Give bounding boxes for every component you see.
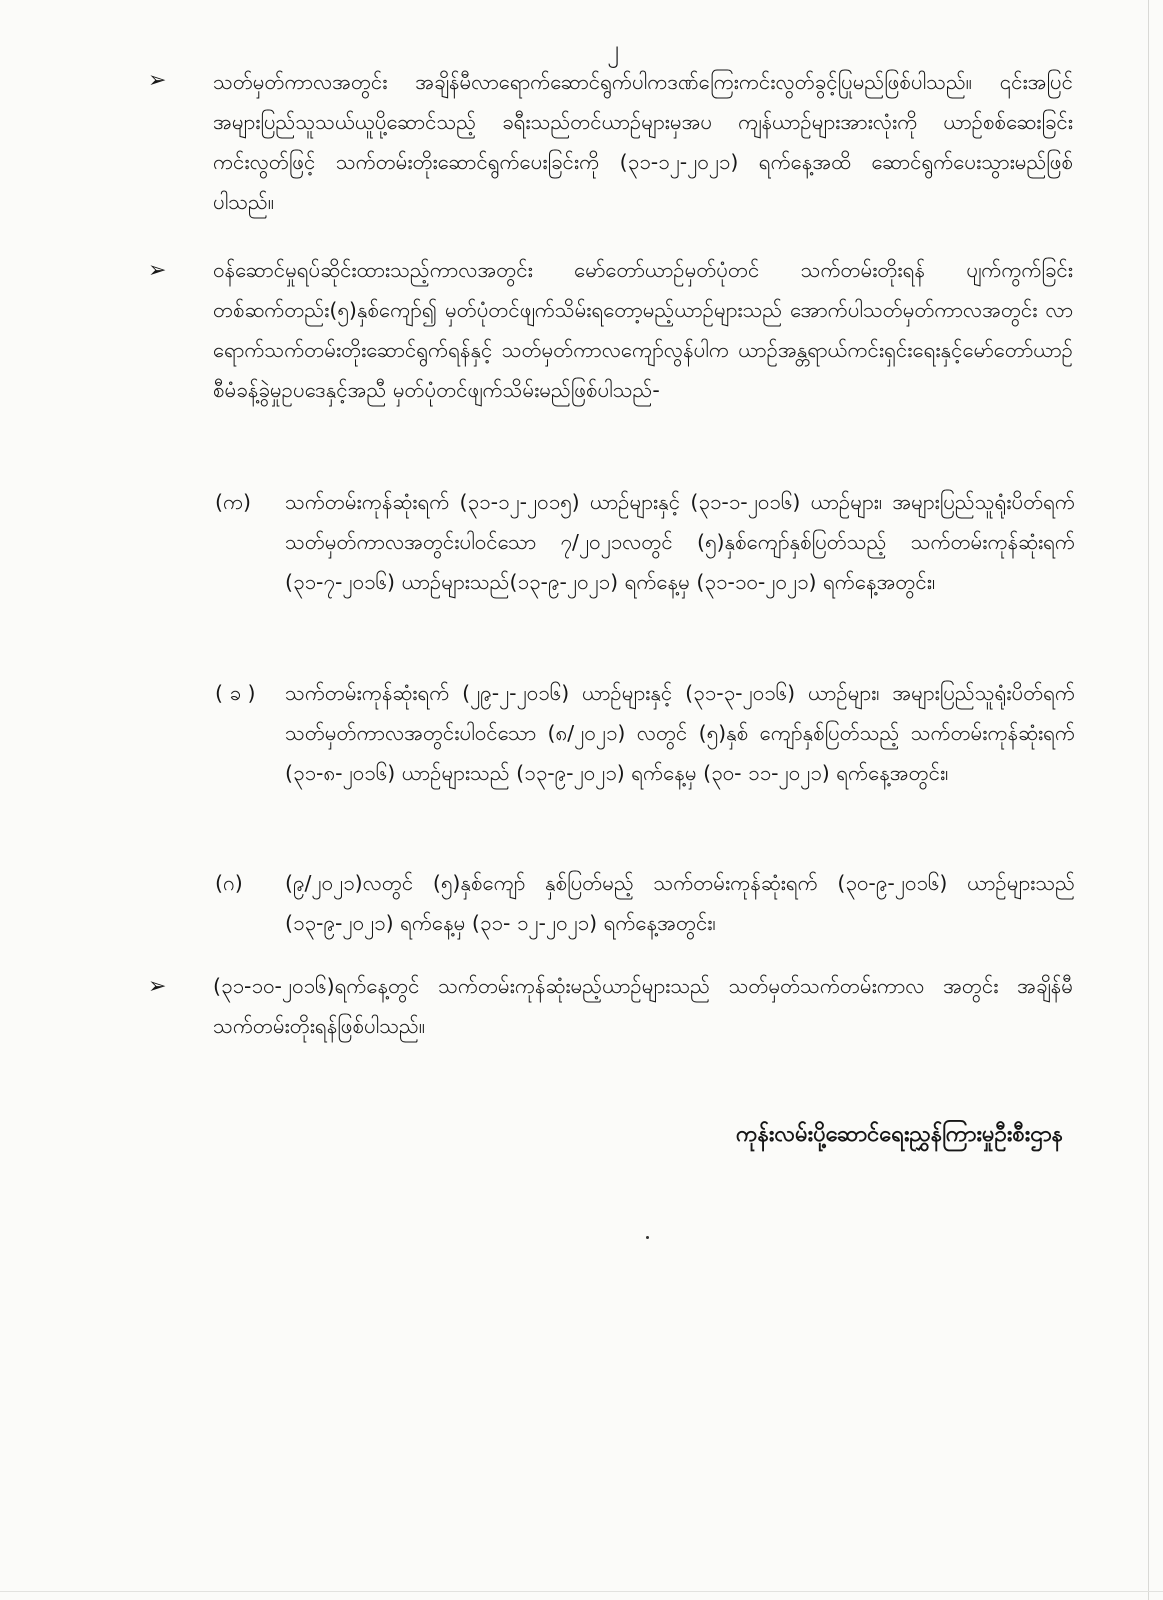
sub-item-ga: (၉/၂၀၂၁)လတွင် (၅)နှစ်ကျော် နှစ်ပြတ်မည့် သက်တမ်းကုန်ဆုံးရက် (၃၀-၉-၂၀၁၆) ယာဉ်များသည် (၁၃-၉-၂၀၂၁) ရက်နေ့မှ (၃၁- ၁၂-၂၀၂၁) ရက်နေ့အတွင်း၊ <box>285 871 1075 935</box>
page-edge-bottom <box>0 1591 1163 1592</box>
paragraph-3: (၃၁-၁၀-၂၀၁၆)ရက်နေ့တွင် သက်တမ်းကုန်ဆုံးမည့်ယာဉ်များသည် သတ်မှတ်သက်တမ်းကာလ အတွင်း အချိန်မီသက်တမ်းတိုးရန်ဖြစ်ပါသည်။ <box>213 974 1073 1038</box>
paragraph-2: ဝန်ဆောင်မှုရပ်ဆိုင်းထားသည့်ကာလအတွင်း မော်တော်ယာဉ်မှတ်ပုံတင် သက်တမ်းတိုးရန် ပျက်ကွက်ခြင်း တစ်ဆက်တည်း(၅)နှစ်ကျော်၍ မှတ်ပုံတင်ဖျက်သိမ်းရတော့မည့်ယာဉ်များသည် အောက်ပါသတ်မှတ်ကာလအတွင်း လာရောက်သက်တမ်းတိုးဆောင်ရွက်ရန်နှင့် သတ်မှတ်ကာလကျော်လွန်ပါက ယာဉ်အန္တရာယ်ကင်းရှင်းရေးနှင့်မော်တော်ယာဉ်စီမံခန့်ခွဲမှုဥပဒေနှင့်အညီ မှတ်ပုံတင်ဖျက်သိမ်းမည်ဖြစ်ပါသည်- <box>213 258 1073 402</box>
sub-item-marker: (က) <box>215 490 252 514</box>
department-signature: ကုန်းလမ်းပို့ဆောင်ရေးညွှန်ကြားမှုဦးစီးဌာန <box>735 1122 1063 1147</box>
sub-item-kha: သက်တမ်းကုန်ဆုံးရက် (၂၉-၂-၂၀၁၆) ယာဉ်များနှင့် (၃၁-၃-၂၀၁၆) ယာဉ်များ၊ အများပြည်သူရုံးပိတ်ရက်သတ်မှတ်ကာလအတွင်းပါဝင်သော (၈/၂၀၂၁) လတွင် (၅)နှစ် ကျော်နှစ်ပြတ်သည့် သက်တမ်းကုန်ဆုံးရက် (၃၁-၈-၂၀၁၆) ယာဉ်များသည် (၁၃-၉-၂၀၂၁) ရက်နေ့မှ (၃၀- ၁၁-၂၀၂၁) ရက်နေ့အတွင်း၊ <box>285 681 1075 785</box>
scan-speck <box>646 1236 649 1239</box>
page-number: ၂ <box>607 35 619 63</box>
sub-item-marker: (ဂ) <box>215 871 243 895</box>
sub-item-marker: ( ခ ) <box>215 681 256 705</box>
paragraph-1: သတ်မှတ်ကာလအတွင်း အချိန်မီလာရောက်ဆောင်ရွက်ပါကဒဏ်ကြေးကင်းလွတ်ခွင့်ပြုမည်ဖြစ်ပါသည်။ ၎င်းအပြင် အများပြည်သူသယ်ယူပို့ဆောင်သည့် ခရီးသည်တင်ယာဉ်များမှအပ ကျန်ယာဉ်များအားလုံးကို ယာဉ်စစ်ဆေးခြင်းကင်းလွတ်ဖြင့် သက်တမ်းတိုးဆောင်ရွက်ပေးခြင်းကို (၃၁-၁၂-၂၀၂၁) ရက်နေ့အထိ ဆောင်ရွက်ပေးသွားမည်ဖြစ်ပါသည်။ <box>213 70 1073 214</box>
bullet-arrow-icon: ➢ <box>148 258 167 283</box>
page-edge <box>1148 0 1149 1600</box>
bullet-arrow-icon: ➢ <box>148 974 167 999</box>
sub-item-ka: သက်တမ်းကုန်ဆုံးရက် (၃၁-၁၂-၂၀၁၅) ယာဉ်များနှင့် (၃၁-၁-၂၀၁၆) ယာဉ်များ၊ အများပြည်သူရုံးပိတ်ရက်သတ်မှတ်ကာလအတွင်းပါဝင်သော ၇/၂၀၂၁လတွင် (၅)နှစ်ကျော်နှစ်ပြတ်သည့် သက်တမ်းကုန်ဆုံးရက် (၃၁-၇-၂၀၁၆) ယာဉ်များသည်(၁၃-၉-၂၀၂၁) ရက်နေ့မှ (၃၁-၁၀-၂၀၂၁) ရက်နေ့အတွင်း၊ <box>285 490 1075 594</box>
bullet-arrow-icon: ➢ <box>148 68 167 93</box>
